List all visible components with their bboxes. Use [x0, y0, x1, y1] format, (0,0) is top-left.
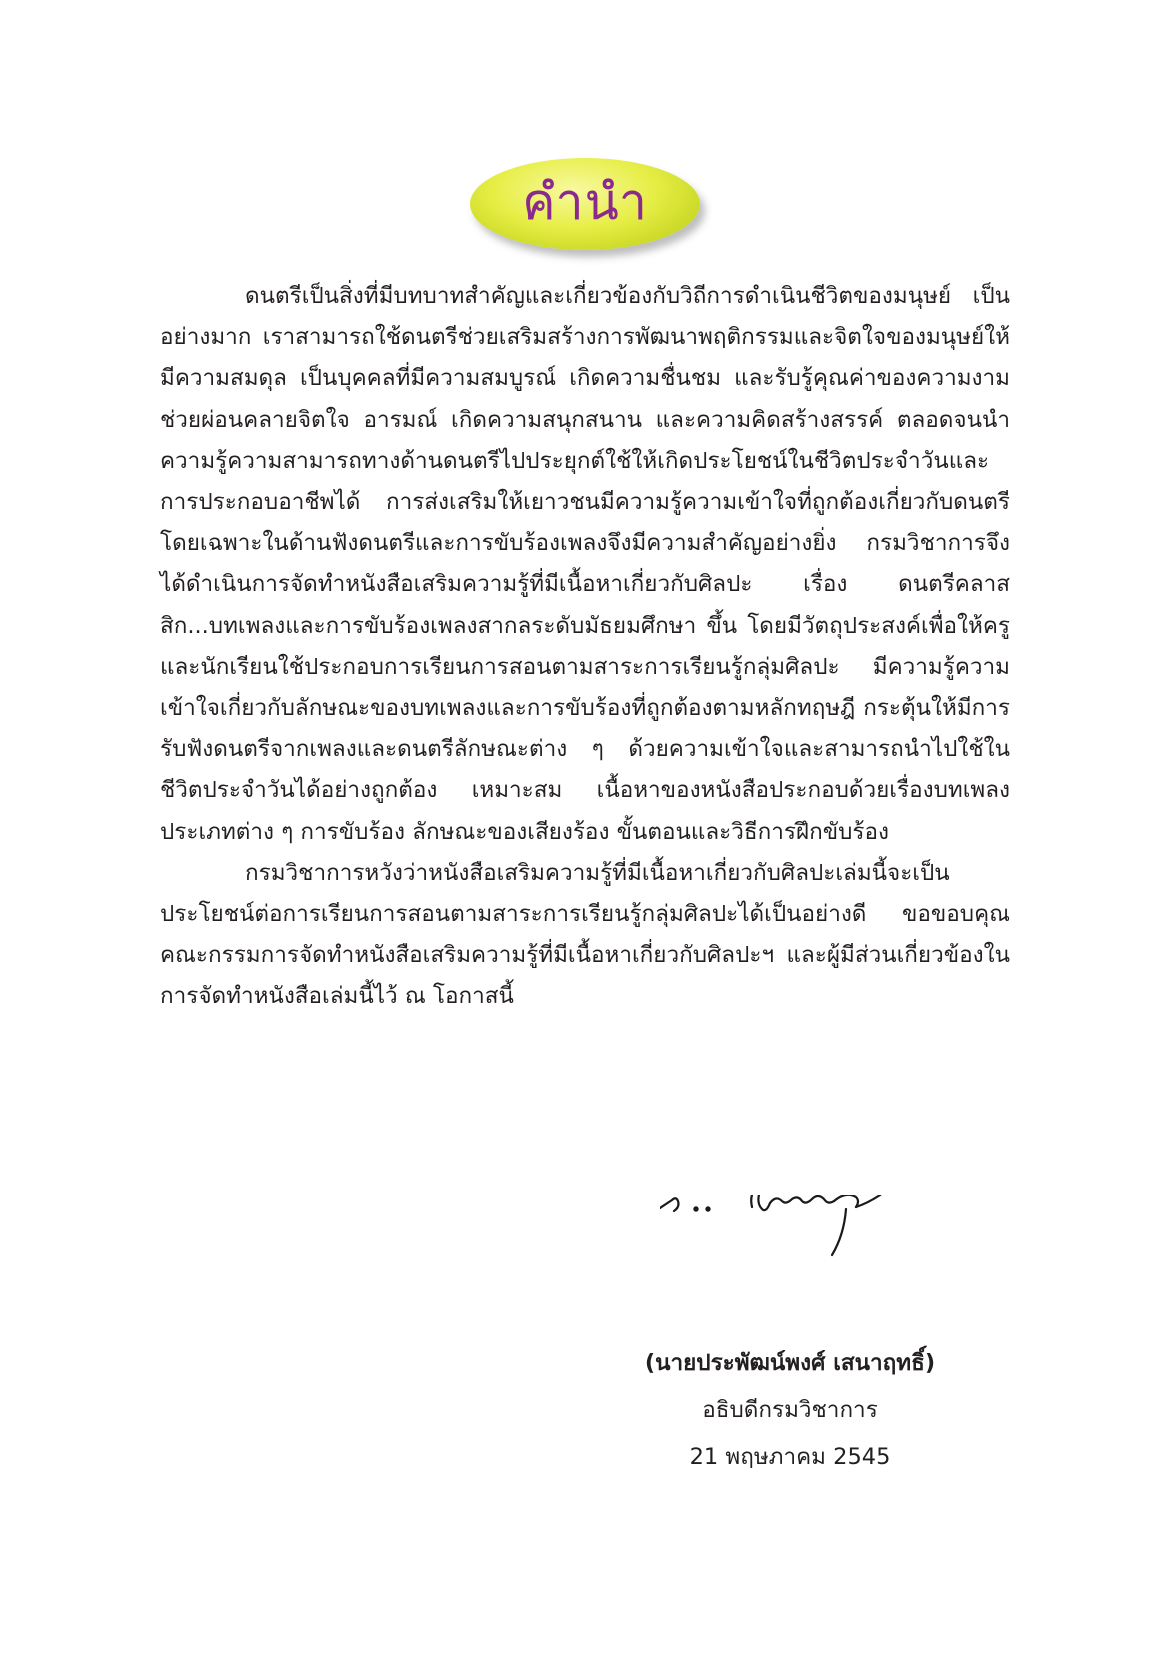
signer-block [600, 1340, 980, 1481]
page-title: คำนำ [522, 173, 648, 231]
signer-name: (นายประพัฒน์พงศ์ เสนาฤทธิ์) [644, 1350, 936, 1376]
paragraph-1: ดนตรีเป็นสิ่งที่มีบทบาทสำคัญและเกี่ยวข้องกับวิถีการดำเนินชีวิตของมนุษย์ เป็นอย่างมาก เราสามารถใช้ดนตรีช่วยเสริมสร้างการพัฒนาพฤติกรรมและจิตใจของมนุษย์ให้มีความสมดุล เป็นบุคคลที่มีความสมบูรณ์ เกิดความชื่นชม และรับรู้คุณค่าของความงาม ช่วยผ่อนคลายจิตใจ อารมณ์ เกิดความสนุกสนาน และความคิดสร้างสรรค์ ตลอดจนนำความรู้ความสามารถทางด้านดนตรีไปประยุกต์ใช้ให้เกิดประโยชน์ในชีวิตประจำวันและการประกอบอาชีพได้ การส่งเสริมให้เยาวชนมีความรู้ความเข้าใจที่ถูกต้องเกี่ยวกับดนตรี โดยเฉพาะในด้านฟังดนตรีและการขับร้องเพลงจึงมีความสำคัญอย่างยิ่ง กรมวิชาการจึงได้ดำเนินการจัดทำหนังสือเสริมความรู้ที่มีเนื้อหาเกี่ยวกับศิลปะ เรื่อง ดนตรีคลาสสิก...บทเพลงและการขับร้องเพลงสากลระดับมัธยมศึกษา ขึ้น โดยมีวัตถุประสงค์เพื่อให้ครูและนักเรียนใช้ประกอบการเรียนการสอนตามสาระการเรียนรู้กลุ่มศิลปะ มีความรู้ความเข้าใจเกี่ยวกับลักษณะของบทเพลงและการขับร้องที่ถูกต้องตามหลักทฤษฎี กระตุ้นให้มีการรับฟังดนตรีจากเพลงและดนตรีลักษณะต่าง ๆ ด้วยความเข้าใจและสามารถนำไปใช้ในชีวิตประจำวันได้อย่างถูกต้อง เหมาะสม เนื้อหาของหนังสือประกอบด้วยเรื่องบทเพลงประเภทต่าง ๆ การขับร้อง ลักษณะของเสียงร้อง ขั้นตอนและวิธีการฝึกขับร้อง [160, 283, 1010, 845]
paragraph-2: กรมวิชาการหวังว่าหนังสือเสริมความรู้ที่มีเนื้อหาเกี่ยวกับศิลปะเล่มนี้จะเป็นประโยชน์ต่อการเรียนการสอนตามสาระการเรียนรู้กลุ่มศิลปะได้เป็นอย่างดี ขอขอบคุณคณะกรรมการจัดทำหนังสือเสริมความรู้ที่มีเนื้อหาเกี่ยวกับศิลปะฯ และผู้มีส่วนเกี่ยวข้องในการจัดทำหนังสือเล่มนี้ไว้ ณ โอกาสนี้ [160, 859, 1010, 1010]
signer-position: อธิบดีกรมวิชาการ [702, 1397, 878, 1423]
title-badge [470, 158, 700, 250]
foreword-body [160, 276, 1010, 1018]
signed-date: 21 พฤษภาคม 2545 [689, 1444, 891, 1470]
signature-image [660, 1195, 970, 1335]
